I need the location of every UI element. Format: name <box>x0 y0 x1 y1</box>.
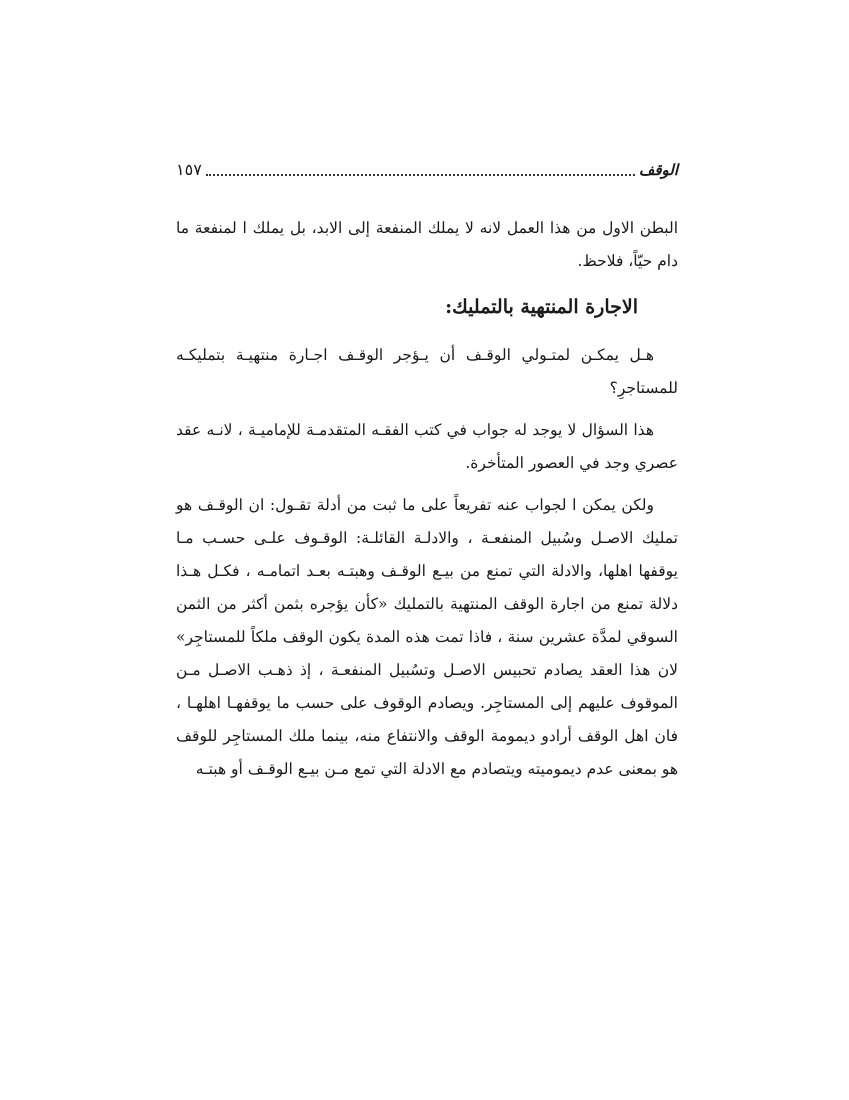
paragraph-context: هذا السؤال لا يوجد له جواب في كتب الفقـه المتقدمـة للإماميـة ، لانـه عقد عصري وجد في العصور المتأخرة. <box>176 421 678 472</box>
running-header-title: الوقف <box>638 161 678 179</box>
paragraph-question: هـل يمكـن لمتـولي الوقـف أن يـؤجر الوقـف اجـارة منتهيـة بتمليكـه للمستاجرِ؟ <box>176 346 678 397</box>
running-header <box>176 150 678 180</box>
paragraph-answer: ولكن يمكن ا لجواب عنه تفريعاً على ما ثبت من أدلة تقـول: ان الوقـف هو تمليك الاصـل وسُبيل المنفعـة ، والادلـة القائلـة: الوقـوف علـى حسـب مـا يوقفها اهلها، والادلة التي تمنع من بيـع الوقـف وهبتـه بعـد اتمامـه ، فكـل هـذا دلالة تمنع من اجارة الوقف المنتهية بالتمليك «كأن يؤجره بثمن أكثر من الثمن السوقي لمدَّة عشرين سنة ، فاذا تمت هذه المدة يكون الوقف ملكاً للمستاجِر» لان هذا العقد يصادم تحبيس الاصـل وتسُبيل المنفعـة ، إذ ذهـب الاصـل مـن الموقوف عليهم إلى المستاجِر. ويصادم الوقوف على حسب ما يوقفهـا اهلهـا ، فان اهل الوقف أرادو ديمومة الوقف والانتفاع منه، بينما ملك المستاجِر للوقف هو بمعنى عدم ديموميته ويتصادم مع الادلة التي تمع مـن بيـع الوقـف أو هبتـه <box>176 496 678 778</box>
paragraph-continuation: البطن الاول من هذا العمل لانه لا يملك المنفعة إلى الابد، بل يملك ا لمنفعة ما دام حيّاً، فلاحظ. <box>176 219 678 270</box>
page-number: ١٥٧ <box>176 160 202 179</box>
header-dotted-leader <box>206 174 635 176</box>
section-heading: الاجارة المنتهية بالتمليك: <box>445 296 638 318</box>
page-body <box>176 212 678 795</box>
